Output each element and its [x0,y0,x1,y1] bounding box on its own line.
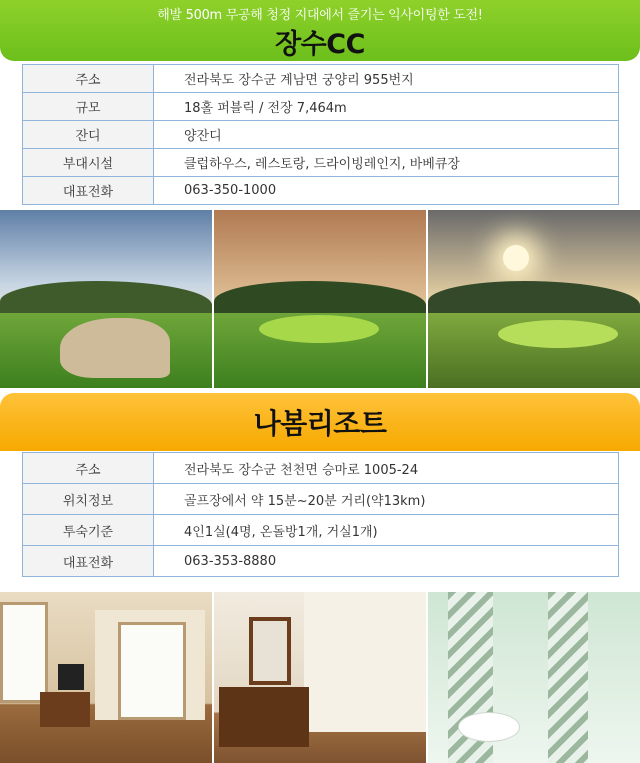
row-value: 전라북도 장수군 계남면 궁양리 955번지 [154,65,619,93]
row-value: 양잔디 [154,121,619,149]
row-label: 대표전화 [23,177,154,205]
row-value: 클럽하우스, 레스토랑, 드라이빙레인지, 바베큐장 [154,149,619,177]
table-row [23,453,619,484]
golf-photo-strip [0,210,640,388]
golf-info-table [22,64,619,205]
row-label: 잔디 [23,121,154,149]
row-label: 규모 [23,93,154,121]
row-value: 골프장에서 약 15분~20분 거리(약13km) [154,484,619,515]
row-label: 주소 [23,65,154,93]
row-label: 투숙기준 [23,515,154,546]
row-value: 063-353-8880 [154,546,619,577]
table-row [23,93,619,121]
row-value: 063-350-1000 [154,177,619,205]
row-value: 4인1실(4명, 온돌방1개, 거실1개) [154,515,619,546]
golf-title: 장수CC [275,29,365,60]
resort-photo-strip [0,592,640,763]
resort-bathroom-photo [428,592,640,763]
resort-room-photo [214,592,426,763]
row-value: 18홀 퍼블릭 / 전장 7,464m [154,93,619,121]
table-row [23,65,619,93]
golf-tagline: 해발 500m 무공해 청정 지대에서 즐기는 익사이팅한 도전! [157,8,483,23]
table-row [23,515,619,546]
row-value: 전라북도 장수군 천천면 승마로 1005-24 [154,453,619,484]
row-label: 위치정보 [23,484,154,515]
table-row [23,484,619,515]
golf-course-photo [0,210,212,388]
resort-title: 나봄리조트 [253,407,387,440]
golf-course-photo [428,210,640,388]
resort-room-photo [0,592,212,763]
resort-info-table [22,452,619,577]
row-label: 주소 [23,453,154,484]
row-label: 대표전화 [23,546,154,577]
table-row [23,177,619,205]
golf-course-photo [214,210,426,388]
row-label: 부대시설 [23,149,154,177]
table-row [23,546,619,577]
table-row [23,149,619,177]
table-row [23,121,619,149]
